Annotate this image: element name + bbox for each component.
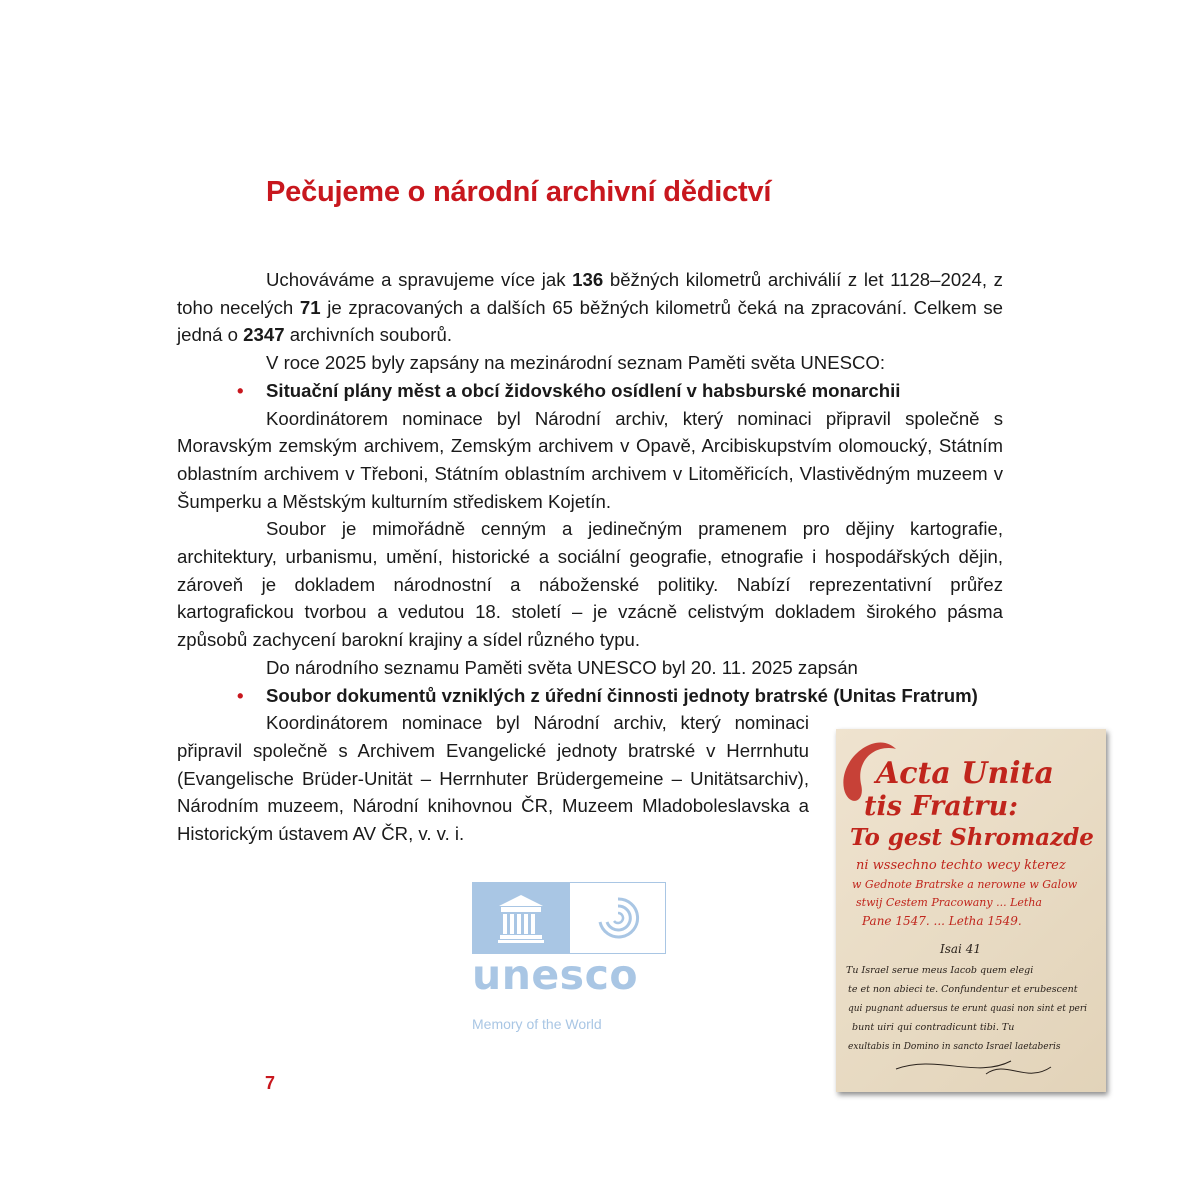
- list-item-situational-plans: [177, 377, 1003, 405]
- unesco-memory-of-world-logo: [472, 882, 668, 1042]
- coordinator-paragraph-2: Koordinátorem nominace byl Národní archiv, který nominaci připravil společně s Archivem Evangelické jednoty bratrské v Herrnhutu (Evangelische Brüder-Unität – Herrnhuter Brüdergemeine – Unitätsarchiv), Národním muzeem, Národní knihovnou ČR, Muzeem Mladoboleslavska a Historickým ústavem AV ČR, v. v. i.: [177, 712, 809, 845]
- manuscript-line-12: bunt uiri qui contradicunt tibi. Tu: [852, 1022, 1015, 1033]
- memory-of-world-subtitle: Memory of the World: [472, 1016, 602, 1032]
- manuscript-line-10: te et non abieci te. Confundentur et erubescent: [848, 984, 1078, 995]
- temple-emblem-panel: [473, 883, 570, 953]
- intro-paragraph: [177, 266, 1003, 349]
- memory-of-world-swirl-icon: [595, 895, 641, 941]
- bullet-icon: •: [237, 379, 244, 401]
- manuscript-line-11: qui pugnant aduersus te erunt quasi non sint et peri: [848, 1004, 1087, 1014]
- list-item-title: Situační plány měst a obcí židovského osídlení v habsburské monarchii: [266, 379, 901, 401]
- manuscript-line-4: ni wssechno techto wecy kterez: [856, 858, 1066, 873]
- intro-text-3: je zpracovaných a dalších 65 běžných kilometrů čeká na zpracování. Celkem se jedná o: [177, 296, 1004, 346]
- narrow-column: [177, 709, 809, 848]
- bullet-icon: •: [237, 684, 244, 706]
- manuscript-line-7: Pane 1547. ... Letha 1549.: [862, 914, 1022, 928]
- km-processed-value: 71: [299, 296, 321, 318]
- fonds-count-value: 2347: [243, 324, 285, 346]
- manuscript-line-2: tis Fratru:: [864, 791, 1019, 822]
- unesco-wordmark: unesco: [472, 951, 639, 999]
- manuscript-line-3: To gest Shromazde: [850, 824, 1094, 851]
- manuscript-line-6: stwij Cestem Pracowany ... Letha: [856, 896, 1042, 909]
- manuscript-line-13: exultabis in Domino in sancto Israel laetaberis: [848, 1042, 1061, 1052]
- list-item-title: Soubor dokumentů vzniklých z úřední činnosti jednoty bratrské (Unitas Fratrum): [266, 684, 978, 706]
- intro-text-2: běžných kilometrů archiválií z let 1128–2024, z toho necelých: [177, 269, 1003, 318]
- list-item-unitas-fratrum: [177, 682, 1003, 710]
- page-number: 7: [265, 1073, 276, 1093]
- manuscript-line-9: Tu Israel serue meus Iacob quem elegi: [846, 965, 1034, 976]
- intro-text-1: Uchováváme a spravujeme více jak: [266, 269, 573, 290]
- km-total-value: 136: [572, 269, 604, 290]
- manuscript-line-5: w Gednote Bratrske a nerowne w Galow: [852, 878, 1078, 891]
- unitas-fratrum-manuscript-image: [836, 729, 1106, 1092]
- national-intro: Do národního seznamu Paměti světa UNESCO byl 20. 11. 2025 zapsán: [266, 656, 858, 678]
- manuscript-line-1: Acta Unita: [876, 756, 1054, 791]
- logo-box: [472, 882, 666, 954]
- intro-text-4: archivních souborů.: [284, 324, 452, 346]
- description-paragraph-1: Soubor je mimořádně cenným a jedinečným pramenem pro dějiny kartografie, architektury, urbanismu, umění, historické a sociální geografie, etnografie i hospodářských dějin, zároveň je dokladem národnostní a náboženské politiky. Nabízí reprezentativní průřez kartografickou tvorbou a vedutou 18. století – je vzácně celistvým dokladem širokého pásma způsobů zachycení barokní krajiny a sídel různého typu.: [177, 518, 1003, 651]
- manuscript-line-8: Isai 41: [940, 942, 981, 956]
- temple-icon: [473, 883, 570, 953]
- coordinator-paragraph-1: Koordinátorem nominace byl Národní archiv, který nominaci připravil společně s Moravským zemským archivem, Zemským archivem v Opavě, Arcibiskupstvím olomoucký, Státním oblastním archivem v Třeboni, Státním oblastním archivem v Litoměřicích, Vlastivědným muzeem v Šumperku a Městským kulturním střediskem Kojetín.: [177, 407, 1003, 512]
- unesco-intro: V roce 2025 byly zapsány na mezinárodní seznam Paměti světa UNESCO:: [266, 352, 886, 374]
- manuscript-illustration: [836, 729, 1106, 1092]
- page-title: Pečujeme o národní archivní dědictví: [266, 176, 772, 208]
